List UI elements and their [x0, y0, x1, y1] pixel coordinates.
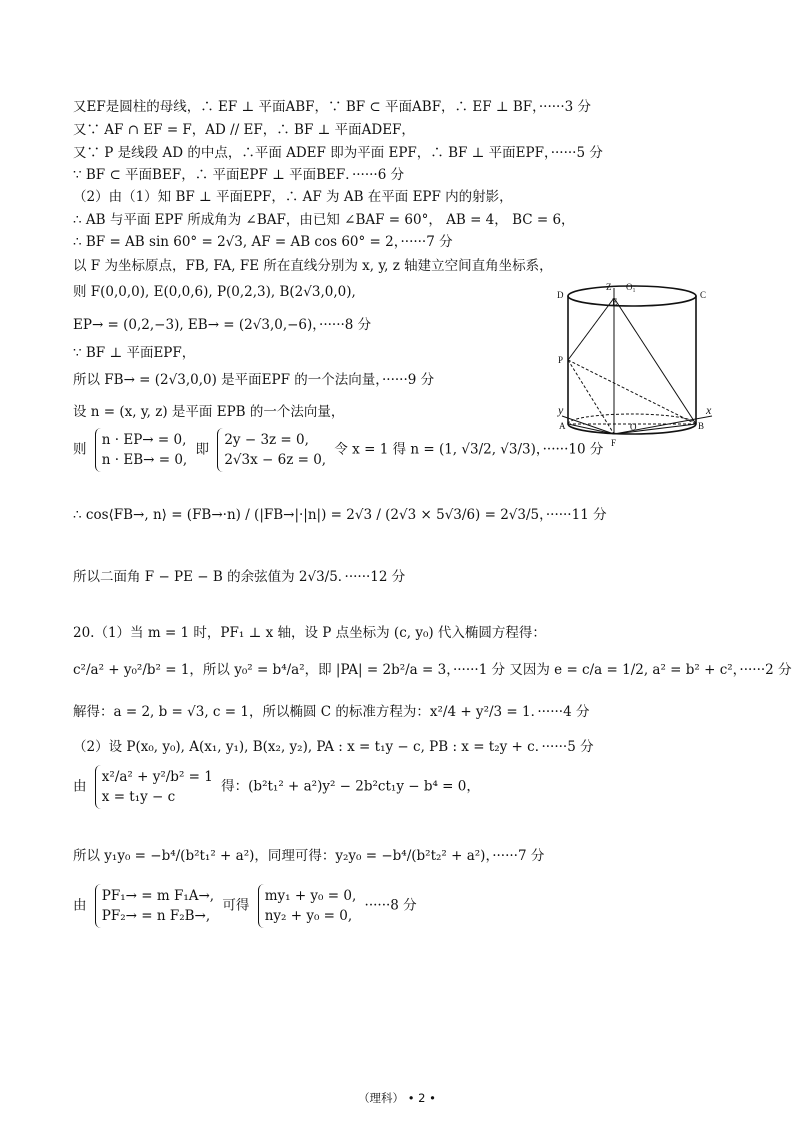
equation: x = t₁y − c: [101, 789, 176, 805]
segment-fb: [614, 424, 696, 434]
equation: x²/a² + y²/b² = 1: [101, 769, 213, 785]
text-fragment: 令 x = 1 得 n = (1, √3/2, √3/3)，······10 分: [334, 441, 604, 458]
page-footer: （理科） • 2 •: [358, 1091, 436, 1105]
label-p: P: [558, 355, 564, 365]
equation: ny₂ + y₀ = 0,: [264, 908, 353, 924]
equation: PF₁→ = m F₁A→,: [101, 888, 215, 904]
system-line: [73, 428, 603, 472]
text-line: ∴ cos⟨FB→, n⟩ = (FB→·n) / (|FB→|·|n|) = 2√3 / (2√3 × 5√3/6) = 2√3/5，······11 分: [73, 507, 607, 523]
text-fragment: 可得: [222, 897, 250, 914]
label-x: x: [706, 403, 712, 417]
label-y: y: [558, 403, 564, 417]
text-line: 所以二面角 F − PE − B 的余弦值为 2√3/5．······12 分: [73, 569, 406, 585]
label-f: F: [611, 438, 617, 448]
text-line: （2）设 P(x₀, y₀), A(x₁, y₁), B(x₂, y₂), PA : x = t₁y − c, PB : x = t₂y + c．······5 分: [73, 739, 594, 755]
segment-ep: [568, 298, 614, 360]
text-line: 设 n = (x, y, z) 是平面 EPB 的一个法向量，: [73, 404, 345, 420]
label-e: E: [612, 297, 618, 307]
text-line: （2）由（1）知 BF ⊥ 平面EPF，∴ AF 为 AB 在平面 EPF 内的射影，: [73, 189, 513, 205]
equation: my₁ + y₀ = 0,: [264, 888, 357, 904]
system-line: [73, 884, 417, 928]
text-line: c²/a² + y₀²/b² = 1，所以 y₀² = b⁴/a²，即 |PA| = 2b²/a = 3，······1 分 又因为 e = c/a = 1/2, a² = b² + c²，······2 分: [73, 662, 792, 678]
text-line: 又∵ P 是线段 AD 的中点，∴平面 ADEF 即为平面 EPF，∴ BF ⊥ 平面EPF，······5 分: [73, 145, 603, 161]
label-b: B: [698, 421, 705, 431]
text-fragment: 得：(b²t₁² + a²)y² − 2b²ct₁y − b⁴ = 0，: [221, 778, 480, 795]
text-line: EP→ = (0,2,−3), EB→ = (2√3,0,−6)，······8 分: [73, 317, 372, 333]
text-line: 所以 FB→ = (2√3,0,0) 是平面EPF 的一个法向量，······9 分: [73, 372, 435, 388]
equation: PF₂→ = n F₂B→,: [101, 908, 211, 924]
text-line: ∵ BF ⊂ 平面BEF，∴ 平面EPF ⊥ 平面BEF．······6 分: [73, 167, 405, 183]
label-o: O: [630, 422, 637, 432]
equation-system: [95, 884, 214, 928]
text-fragment: 则: [73, 441, 87, 458]
text-line: 以 F 为坐标原点，FB, FA, FE 所在直线分别为 x, y, z 轴建立空间直角坐标系，: [73, 258, 553, 274]
text-fragment: ······8 分: [364, 897, 417, 914]
text-line: 所以 y₁y₀ = −b⁴/(b²t₁² + a²)，同理可得：y₂y₀ = −b⁴/(b²t₂² + a²)，······7 分: [73, 848, 545, 864]
text-line: 则 F(0,0,0), E(0,0,6), P(0,2,3), B(2√3,0,0),: [73, 284, 356, 300]
text-line: ∴ BF = AB sin 60° = 2√3, AF = AB cos 60° = 2，······7 分: [73, 234, 453, 250]
text-line: 解得：a = 2, b = √3, c = 1，所以椭圆 C 的标准方程为：x²/4 + y²/3 = 1．······4 分: [73, 704, 590, 720]
label-c: C: [700, 290, 707, 300]
equation-system: [95, 428, 187, 472]
label-o1: O₁: [626, 282, 636, 292]
text-line: 又EF是圆柱的母线，∴ EF ⊥ 平面ABF，∵ BF ⊂ 平面ABF，∴ EF ⊥ BF，······3 分: [73, 99, 592, 115]
equation-system: [95, 765, 213, 809]
equation: 2√3x − 6z = 0,: [224, 452, 327, 468]
text-fragment: 由: [73, 778, 87, 795]
equation: n · EB→ = 0,: [101, 452, 188, 468]
text-line: 20.（1）当 m = 1 时，PF₁ ⊥ x 轴，设 P 点坐标为 (c, y₀) 代入椭圆方程得：: [73, 625, 546, 641]
text-line: ∴ AB 与平面 EPF 所成角为 ∠BAF，由已知 ∠BAF = 60°， AB = 4， BC = 6，: [73, 212, 575, 228]
text-line: ∵ BF ⊥ 平面EPF，: [73, 345, 196, 361]
text-fragment: 即: [195, 441, 210, 458]
segment-eb: [614, 298, 696, 424]
equation-system: [217, 428, 326, 472]
label-d: D: [557, 290, 564, 300]
label-a: A: [559, 421, 566, 431]
text-fragment: 由: [73, 897, 87, 914]
equation: n · EP→ = 0,: [101, 432, 187, 448]
text-line: 又∵ AF ∩ EF = F，AD // EF，∴ BF ⊥ 平面ADEF，: [73, 122, 415, 138]
equation-system: [258, 884, 357, 928]
equation: 2y − 3z = 0,: [224, 432, 309, 448]
cylinder-figure: [552, 276, 722, 456]
system-line: [73, 765, 480, 809]
label-z: Z: [606, 282, 612, 292]
